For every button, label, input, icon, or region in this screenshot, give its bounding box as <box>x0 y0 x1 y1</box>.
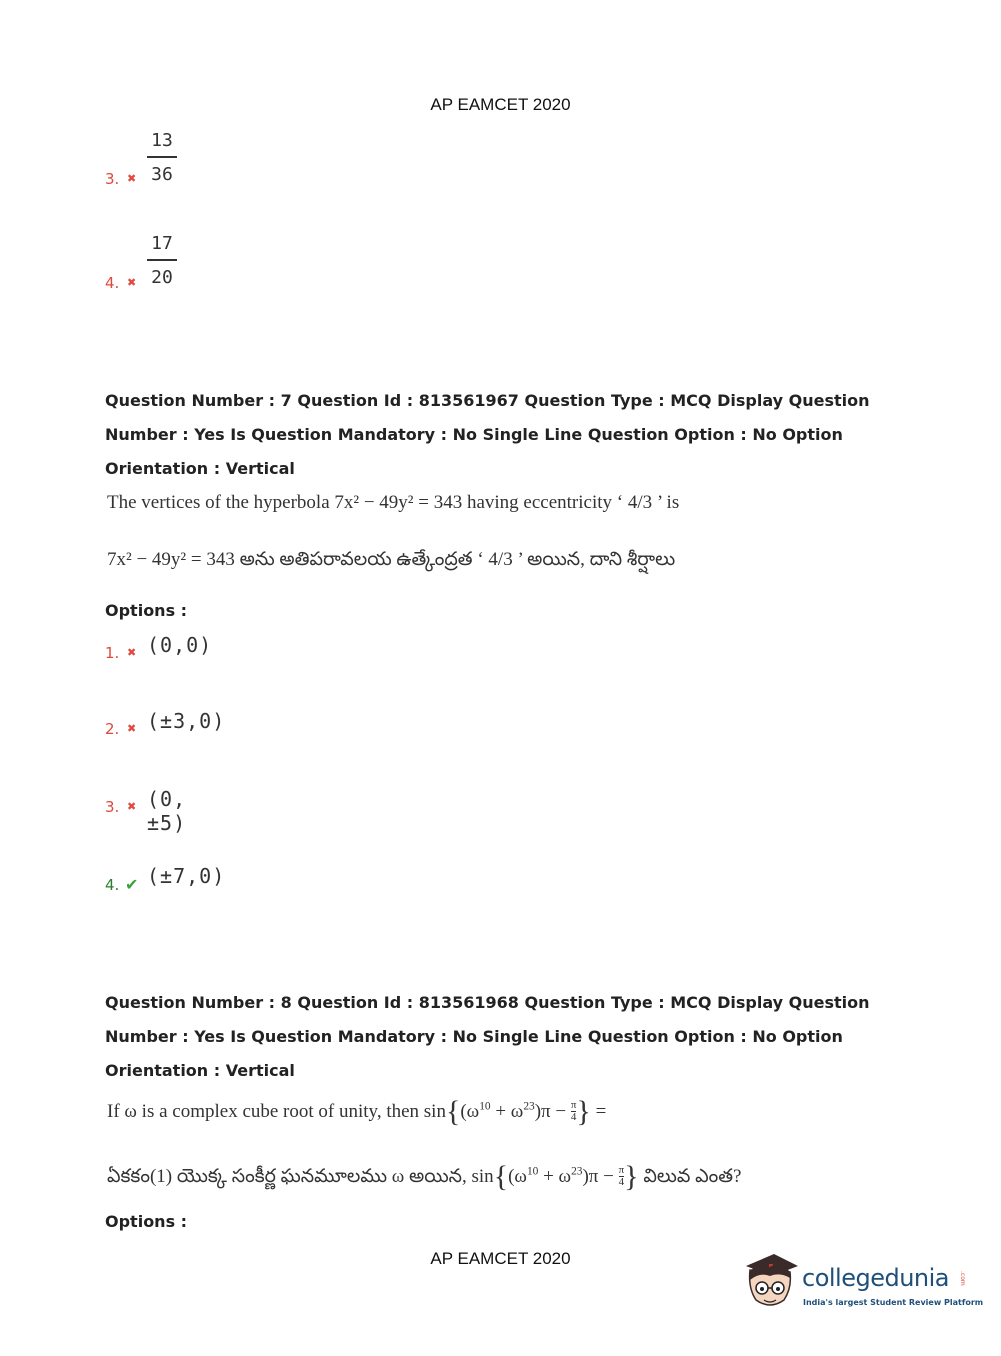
option-number: 3. <box>105 170 120 188</box>
formula-open-brace: { <box>445 1095 461 1128</box>
question-7-meta: Question Number : 7 Question Id : 813561967 Question Type : MCQ Display Question Number : Yes Is Question Mandatory : No Single Line Question Option : No Option Orientation : Vertical <box>105 391 870 478</box>
formula-close-brace: } <box>576 1095 591 1128</box>
fraction-denominator: 36 <box>151 164 173 185</box>
formula-expression: $(\omega^{10} + \omega^{23})\pi$ − $\frac{\pi}{4}$ <box>508 1164 625 1188</box>
options-label: Options : <box>105 601 188 620</box>
options-label: Options : <box>105 1212 188 1231</box>
page-header: AP EAMCET 2020 <box>430 95 571 114</box>
question-8-meta: Question Number : 8 Question Id : 813561968 Question Type : MCQ Display Question Number : Yes Is Question Mandatory : No Single Line Question Option : No Option Orientation : Vertical <box>105 993 870 1080</box>
fraction <box>147 233 177 288</box>
option-number: 4. <box>105 876 120 894</box>
logo-suffix: .com <box>959 1271 966 1286</box>
option-value: (±7,0) <box>147 864 226 888</box>
cross-mark-icon: ✖ <box>127 276 137 289</box>
logo-brand: collegedunia <box>802 1264 950 1292</box>
option-value: (±3,0) <box>147 709 226 733</box>
formula-close-brace: } <box>624 1160 639 1193</box>
check-mark-icon: ✔ <box>125 875 139 894</box>
fraction-numerator: 13 <box>151 130 173 151</box>
option-number: 2. <box>105 720 120 738</box>
option-number: 4. <box>105 274 120 292</box>
formula-open-brace: { <box>493 1160 509 1193</box>
question-8-text-telugu-prefix: ఏకకం(1) యొక్క సంకీర్ణ ఘనమూలము ω అయిన, sin <box>107 1166 494 1187</box>
cross-mark-icon: ✖ <box>127 172 137 185</box>
fraction-bar <box>147 259 177 261</box>
logo-tagline: India's largest Student Review Platform <box>803 1298 984 1307</box>
question-8-text-telugu <box>107 1160 741 1194</box>
cross-mark-icon: ✖ <box>127 800 137 813</box>
option-number: 1. <box>105 644 120 662</box>
question-8-text-telugu-suffix: విలువ ఎంత? <box>638 1166 742 1187</box>
option-value: (0,0) <box>147 633 213 657</box>
cross-mark-icon: ✖ <box>127 722 137 735</box>
fraction-denominator: 20 <box>151 267 173 288</box>
mascot-icon <box>740 1248 800 1314</box>
page-footer: AP EAMCET 2020 <box>430 1249 571 1268</box>
option-number: 3. <box>105 798 120 816</box>
question-7-text-english: The vertices of the hyperbola 7x² − 49y² = 343 having eccentricity ‘ 4/3 ’ is <box>107 492 680 513</box>
formula-expression: $(\omega^{10} + \omega^{23})\pi$ − $\frac{\pi}{4}$ <box>460 1099 577 1123</box>
question-8-text-english-prefix: If ω is a complex cube root of unity, then sin <box>107 1101 446 1122</box>
fraction-bar <box>147 156 177 158</box>
fraction-numerator: 17 <box>151 233 173 254</box>
fraction <box>147 130 177 185</box>
option-value: (0,±5) <box>147 787 187 835</box>
question-8-text-english: If ω is a complex cube root of unity, then $\sin\{(\omega^{10} + \omega^{23})\pi$ − $\frac{\pi}{4}$ } = <box>107 1095 607 1128</box>
question-7-text-telugu: 7x² − 49y² = 343 అను అతిపరావలయ ఉత్కేంద్రత ‘ 4/3 ’ అయిన, దాని శీర్షాలు <box>107 549 676 570</box>
cross-mark-icon: ✖ <box>127 646 137 659</box>
